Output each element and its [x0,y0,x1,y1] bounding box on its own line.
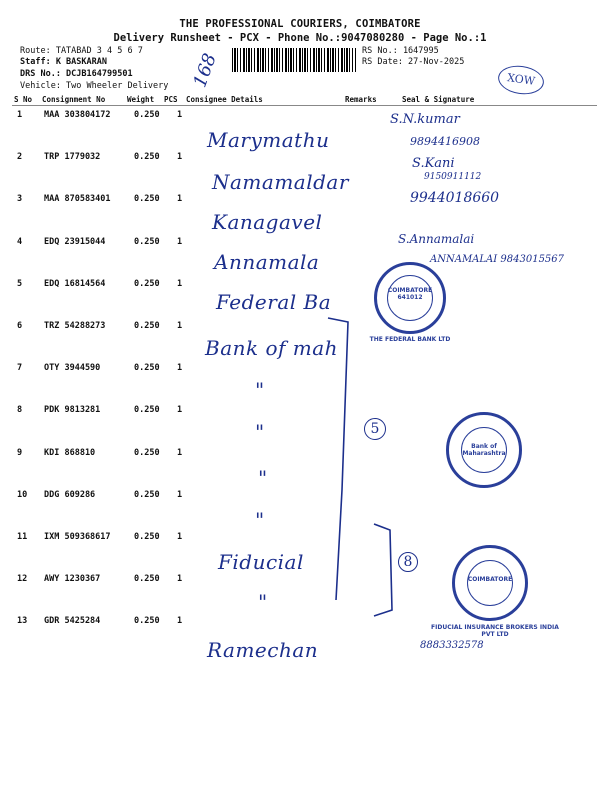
row-pcs: 1 [177,448,183,458]
row-consignment: AWY 1230367 [44,574,101,584]
row-sno: 6 [17,321,23,331]
bracket-line [320,310,360,610]
ditto-mark: " [258,466,268,490]
staff-text: Staff: K BASKARAN [20,57,107,67]
row-consignment: OTY 3944590 [44,363,101,373]
row-sno: 5 [17,279,23,289]
row-weight: 0.250 [134,279,160,289]
row-pcs: 1 [177,237,183,247]
row-consignment: MAA 303804172 [44,110,111,120]
handwritten-name: Federal Ba [216,290,332,314]
row-sno: 11 [17,532,28,542]
row-consignment: PDK 9813281 [44,405,101,415]
header-rule [12,105,597,106]
signature: ANNAMALAI 9843015567 [430,254,565,265]
row-sno: 3 [17,194,23,204]
corner-stamp: XOW [496,63,545,97]
row-pcs: 1 [177,279,183,289]
col-consignee: Consignee Details [186,95,263,104]
handwritten-phone: 9944018660 [410,190,500,206]
row-weight: 0.250 [134,490,160,500]
row-weight: 0.250 [134,152,160,162]
row-pcs: 1 [177,321,183,331]
runsheet-title: THE PROFESSIONAL COURIERS, COIMBATORE [179,18,421,30]
handwritten-name: Marymathu [207,128,330,152]
handwritten-phone: 8883332578 [420,640,484,651]
handwritten-name: Bank of mah [205,336,339,360]
row-pcs: 1 [177,110,183,120]
row-pcs: 1 [177,532,183,542]
row-weight: 0.250 [134,616,160,626]
row-weight: 0.250 [134,532,160,542]
handwritten-name: Ramechan [207,638,319,662]
row-pcs: 1 [177,152,183,162]
handwritten-name: Namamaldar [212,170,349,194]
ditto-mark: " [255,378,265,402]
row-weight: 0.250 [134,237,160,247]
row-sno: 2 [17,152,23,162]
row-consignment: MAA 870583401 [44,194,111,204]
handwritten-phone: 9150911112 [424,172,482,182]
row-weight: 0.250 [134,321,160,331]
row-sno: 12 [17,574,28,584]
row-weight: 0.250 [134,574,160,584]
row-consignment: KDI 868810 [44,448,96,458]
col-seal: Seal & Signature [402,95,475,104]
row-sno: 13 [17,616,28,626]
circled-mark: 5 [364,418,386,440]
ditto-mark: " [258,590,268,614]
row-sno: 8 [17,405,23,415]
row-pcs: 1 [177,194,183,204]
row-pcs: 1 [177,405,183,415]
row-sno: 10 [17,490,28,500]
signature: S.Kani [412,156,455,171]
signature: S.Annamalai [398,232,475,246]
row-consignment: GDR 5425284 [44,616,101,626]
federal-bank-seal-text: THE FEDERAL BANK LTD [369,336,451,343]
barcode [232,48,356,72]
route-text: Route: TATABAD 3 4 5 6 7 [20,46,143,56]
ditto-mark: " [255,420,265,444]
handwritten-count: 168 [189,50,221,91]
row-pcs: 1 [177,616,183,626]
row-consignment: IXM 509368617 [44,532,111,542]
col-weight: Weight [127,95,155,104]
col-consignment: Consignment No [42,95,106,104]
row-pcs: 1 [177,490,183,500]
row-sno: 4 [17,237,23,247]
federal-bank-seal: COIMBATORE 641012 [374,262,446,334]
rs-date: RS Date: 27-Nov-2025 [362,57,465,67]
row-consignment: EDQ 16814564 [44,279,106,289]
runsheet-subtitle: Delivery Runsheet - PCX - Phone No.:9047080280 - Page No.:1 [113,32,487,44]
row-weight: 0.250 [134,405,160,415]
row-sno: 7 [17,363,23,373]
fiducial-insurance-seal: COIMBATORE [452,545,528,621]
handwritten-name: Annamala [214,250,320,274]
handwritten-name: Kanagavel [212,210,323,234]
ditto-mark: " [255,508,265,532]
row-weight: 0.250 [134,194,160,204]
handwritten-name: Fiducial [218,550,304,574]
row-consignment: TRP 1779032 [44,152,101,162]
fiducial-seal-text: FIDUCIAL INSURANCE BROKERS INDIA PVT LTD [431,624,559,638]
drs-text: DRS No.: DCJB164799501 [20,69,133,79]
row-weight: 0.250 [134,363,160,373]
bank-of-maharashtra-seal: Bank of Maharashtra [446,412,522,488]
bracket-line [372,520,402,630]
row-sno: 1 [17,110,23,120]
row-weight: 0.250 [134,448,160,458]
row-sno: 9 [17,448,23,458]
col-remarks: Remarks [345,95,377,104]
col-sno: S No [14,95,33,104]
row-weight: 0.250 [134,110,160,120]
row-pcs: 1 [177,363,183,373]
row-pcs: 1 [177,574,183,584]
row-consignment: TRZ 54288273 [44,321,106,331]
circled-mark: 8 [398,552,418,572]
row-consignment: EDQ 23915044 [44,237,106,247]
row-consignment: DDG 609286 [44,490,96,500]
col-pcs: PCS [164,95,178,104]
handwritten-phone: 9894416908 [410,135,480,148]
signature: S.N.kumar [390,112,460,127]
rs-number: RS No.: 1647995 [362,46,439,56]
vehicle-text: Vehicle: Two Wheeler Delivery [20,81,169,91]
